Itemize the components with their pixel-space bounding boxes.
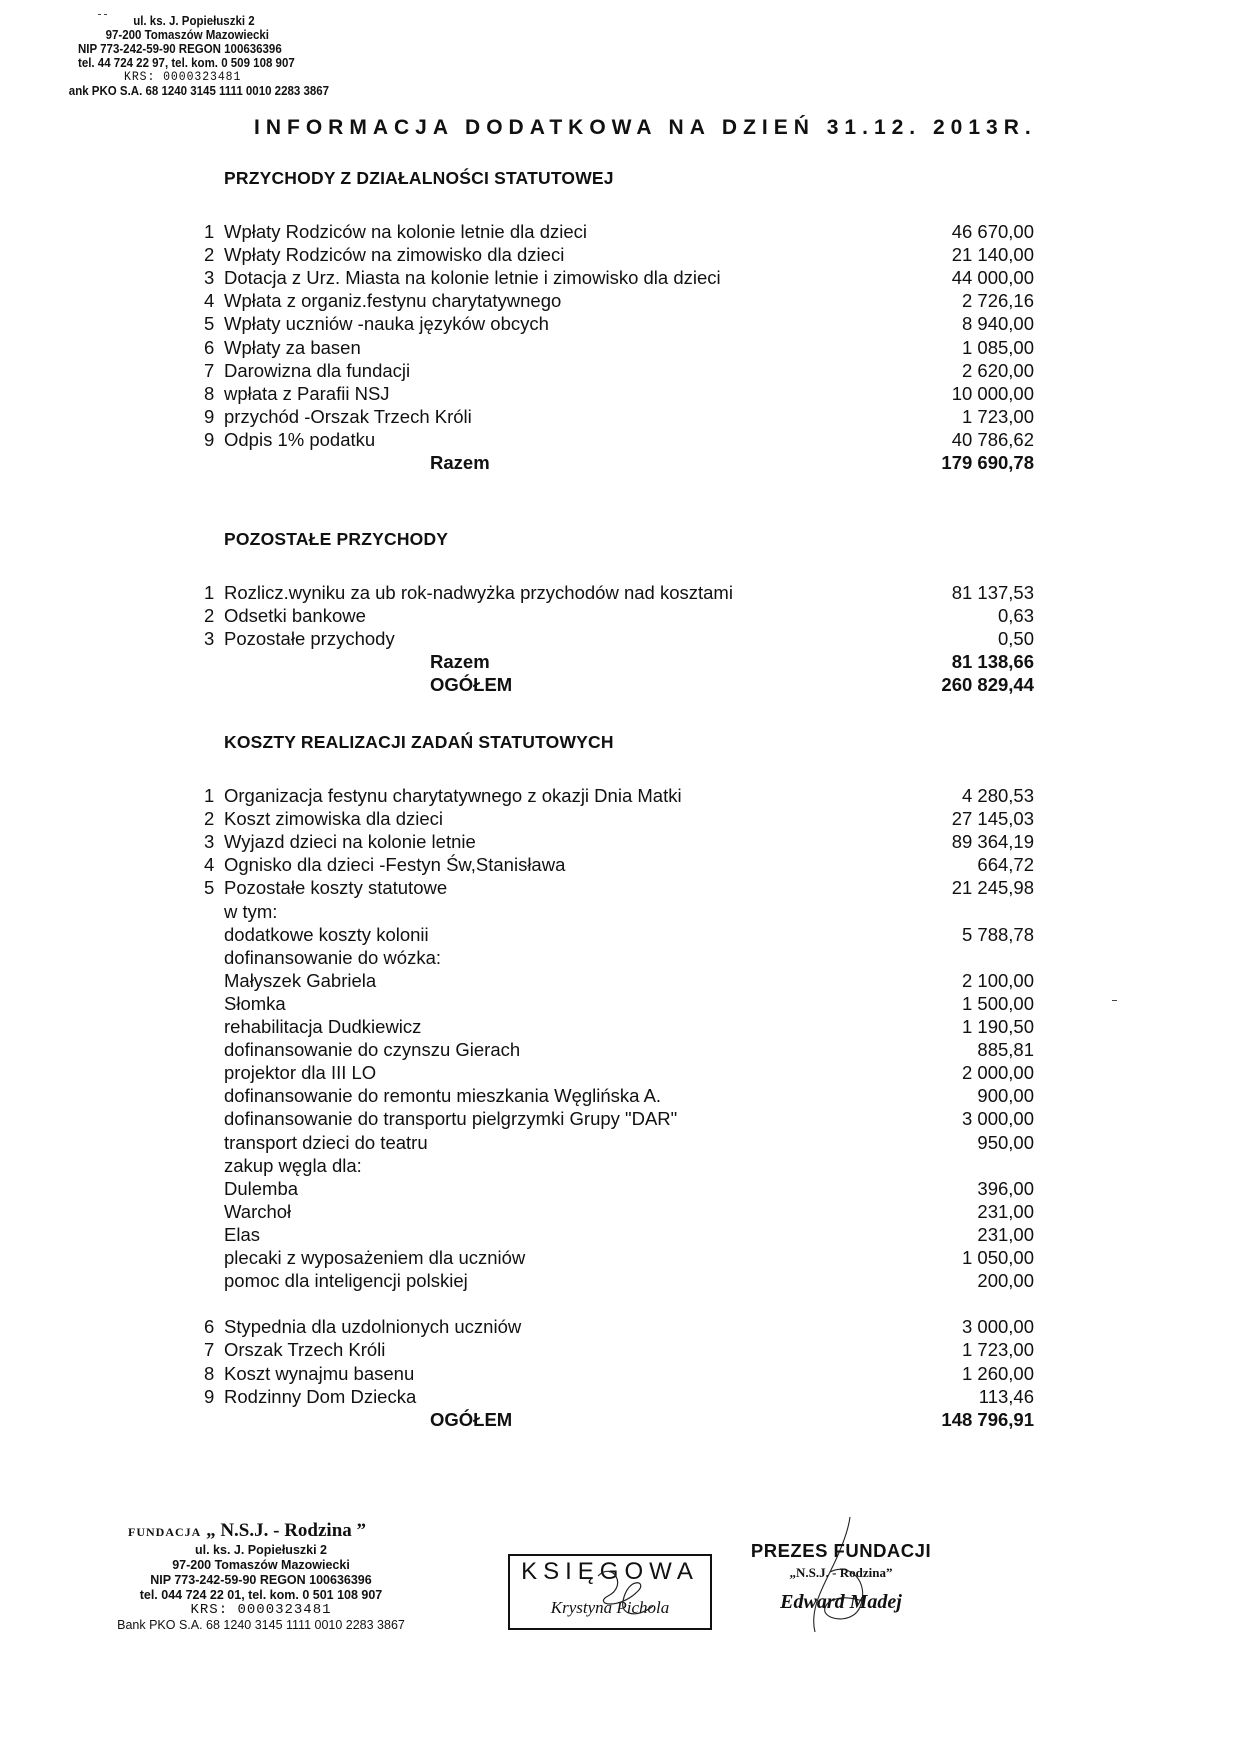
row-value: 1 723,00 — [961, 405, 1034, 427]
row-label: Wpłaty Rodziców na zimowisko dla dzieci — [224, 244, 565, 266]
row-number: 9 — [204, 1385, 215, 1407]
row-label: w tym: — [224, 900, 278, 922]
row-label: przychód -Orszak Trzech Króli — [224, 405, 472, 427]
row-value: 21 140,00 — [951, 244, 1034, 266]
row-number: 9 — [204, 405, 215, 427]
row-label: dofinansowanie do transportu pielgrzymki Grupy "DAR" — [224, 1108, 678, 1130]
accountant-signature — [568, 1556, 678, 1626]
row-label: Pozostałe przychody — [224, 628, 395, 650]
row-value: 3 000,00 — [961, 1108, 1034, 1130]
header-stamp-address: ul. ks. J. Popiełuszki 2 — [133, 14, 255, 28]
row-label: Wyjazd dzieci na kolonie letnie — [224, 831, 476, 853]
row-value: 21 245,98 — [951, 877, 1034, 899]
row-label: Razem — [430, 651, 490, 673]
row-number: 5 — [204, 877, 215, 899]
row-number: 7 — [204, 1339, 215, 1361]
table-row — [0, 875, 1236, 901]
row-value: 1 723,00 — [961, 1339, 1034, 1361]
row-value: 260 829,44 — [941, 674, 1034, 696]
row-number: 2 — [204, 605, 215, 627]
row-label: Ognisko dla dzieci -Festyn Św,Stanisława — [224, 854, 566, 876]
row-label: Wpłaty za basen — [224, 336, 361, 358]
header-stamp — [68, 14, 428, 98]
row-number: 2 — [204, 808, 215, 830]
row-number: 3 — [204, 267, 215, 289]
table-row — [0, 626, 1236, 652]
row-number: 9 — [204, 428, 215, 450]
row-label: Elas — [224, 1223, 260, 1245]
row-label: zakup węgla dla: — [224, 1154, 362, 1176]
table-row — [0, 829, 1236, 855]
row-value: 900,00 — [977, 1085, 1034, 1107]
row-label: Rozlicz.wyniku za ub rok-nadwyżka przychodów nad kosztami — [224, 582, 733, 603]
row-value: 81 138,66 — [951, 651, 1034, 673]
row-number: 4 — [204, 854, 215, 876]
table-row — [0, 1014, 1236, 1040]
row-value: 113,46 — [978, 1385, 1034, 1407]
row-label: OGÓŁEM — [430, 1408, 513, 1430]
table-row — [0, 806, 1236, 832]
row-label: Wpłaty uczniów -nauka języków obcych — [224, 313, 549, 335]
row-value: 396,00 — [977, 1177, 1034, 1199]
president-stamp — [736, 1540, 946, 1614]
document-title: INFORMACJA DODATKOWA NA DZIEŃ 31.12. 2013R. — [254, 116, 1037, 139]
row-value: 27 145,03 — [951, 808, 1034, 830]
row-number: 6 — [204, 1316, 215, 1338]
header-stamp-bank: ank PKO S.A. 68 1240 3145 1111 0010 2283 3867 — [68, 84, 330, 98]
accountant-stamp-title: KSIĘGOWA — [521, 1558, 699, 1585]
section-heading-statutory-income: PRZYCHODY Z DZIAŁALNOŚCI STATUTOWEJ — [224, 168, 614, 188]
row-number: 6 — [204, 336, 215, 358]
header-stamp-krs: KRS: 0000323481 — [124, 70, 242, 84]
row-value: 1 085,00 — [961, 336, 1034, 358]
row-value: 5 788,78 — [961, 923, 1034, 945]
row-label: wpłata z Parafii NSJ — [224, 382, 390, 404]
row-label: Organizacja festynu charytatywnego z okazji Dnia Matki — [224, 785, 682, 806]
footer-stamp-org-name: „ N.S.J. - Rodzina ” — [206, 1520, 367, 1541]
row-label: projektor dla III LO — [224, 1062, 377, 1084]
row-label: Dulemba — [224, 1177, 299, 1199]
accountant-stamp-name: Krystyna Pichola — [550, 1598, 670, 1617]
row-value: 8 940,00 — [961, 313, 1034, 335]
row-number: 8 — [204, 1362, 215, 1384]
row-label: plecaki z wyposażeniem dla uczniów — [224, 1247, 526, 1268]
table-row — [0, 404, 1236, 430]
president-stamp-title: PREZES FUNDACJI — [750, 1540, 932, 1561]
total-row — [0, 649, 1236, 675]
row-value: 0,63 — [997, 605, 1034, 627]
row-value: 664,72 — [977, 854, 1034, 876]
table-row — [0, 1384, 1236, 1410]
table-row — [0, 852, 1236, 878]
table-row — [0, 968, 1236, 994]
row-value: 200,00 — [977, 1270, 1034, 1292]
footer-stamp-nip-regon: NIP 773-242-59-90 REGON 100636396 — [150, 1573, 372, 1587]
row-value: 2 620,00 — [961, 359, 1034, 381]
footer-stamp-bank: Bank PKO S.A. 68 1240 3145 1111 0010 2283 3867 — [117, 1618, 405, 1632]
row-value: 179 690,78 — [941, 452, 1034, 473]
table-row — [0, 1314, 1236, 1340]
table-row — [0, 1037, 1236, 1063]
table-row — [0, 265, 1236, 291]
row-label: Orszak Trzech Króli — [224, 1339, 386, 1361]
header-stamp-city: 97-200 Tomaszów Mazowiecki — [105, 28, 270, 42]
table-row — [0, 1176, 1236, 1202]
row-value: 148 796,91 — [941, 1408, 1034, 1430]
footer-stamp — [96, 1520, 426, 1633]
table-row — [0, 1153, 1236, 1179]
row-value: 2 000,00 — [961, 1062, 1034, 1084]
row-number: 5 — [204, 313, 215, 335]
table-row — [0, 1222, 1236, 1248]
table-row — [0, 311, 1236, 337]
table-row — [0, 358, 1236, 384]
row-label: Koszt wynajmu basenu — [224, 1362, 415, 1384]
total-row — [0, 1407, 1236, 1433]
row-label: Małyszek Gabriela — [224, 969, 377, 991]
table-row — [0, 1361, 1236, 1387]
row-value: 231,00 — [977, 1200, 1034, 1222]
footer-stamp-org — [96, 1520, 426, 1543]
footer-stamp-org-prefix: FUNDACJA — [128, 1525, 202, 1539]
table-row — [0, 1083, 1236, 1109]
row-value: 46 670,00 — [951, 221, 1034, 242]
president-stamp-name: Edward Madej — [780, 1591, 902, 1613]
table-row — [0, 603, 1236, 629]
row-number: 7 — [204, 359, 215, 381]
table-row — [0, 219, 1236, 245]
table-row — [0, 1060, 1236, 1086]
table-row — [0, 1245, 1236, 1271]
scan-speck — [1112, 1000, 1117, 1001]
table-row — [0, 945, 1236, 971]
row-label: Koszt zimowiska dla dzieci — [224, 808, 443, 830]
row-value: 1 500,00 — [961, 992, 1034, 1014]
row-value: 1 190,50 — [961, 1016, 1034, 1037]
row-number: 1 — [204, 221, 215, 242]
table-row — [0, 991, 1236, 1017]
table-row — [0, 1106, 1236, 1132]
section-heading-costs: KOSZTY REALIZACJI ZADAŃ STATUTOWYCH — [224, 732, 614, 752]
footer-stamp-phone: tel. 044 724 22 01, tel. kom. 0 501 108 907 — [139, 1588, 383, 1602]
row-value: 44 000,00 — [951, 267, 1034, 289]
row-label: dofinansowanie do czynszu Gierach — [224, 1039, 521, 1061]
row-number: 3 — [204, 831, 215, 853]
table-row — [0, 783, 1236, 809]
row-label: Darowizna dla fundacji — [224, 359, 411, 381]
row-value: 2 100,00 — [961, 969, 1034, 991]
row-number: 1 — [204, 785, 215, 806]
table-row — [0, 427, 1236, 453]
row-value: 2 726,16 — [961, 290, 1034, 312]
table-row — [0, 1130, 1236, 1156]
table-row — [0, 899, 1236, 925]
row-value: 885,81 — [977, 1039, 1034, 1061]
row-value: 4 280,53 — [961, 785, 1034, 806]
row-label: dofinansowanie do remontu mieszkania Węglińska A. — [224, 1085, 662, 1107]
row-label: Pozostałe koszty statutowe — [224, 877, 448, 899]
section-heading-other-income: POZOSTAŁE PRZYCHODY — [224, 529, 449, 549]
table-row — [0, 922, 1236, 948]
row-label: rehabilitacja Dudkiewicz — [224, 1016, 422, 1037]
row-label: Razem — [430, 452, 490, 473]
row-label: transport dzieci do teatru — [224, 1131, 428, 1153]
row-label: Odsetki bankowe — [224, 605, 366, 627]
row-value: 1 050,00 — [961, 1247, 1034, 1268]
row-label: Warchoł — [224, 1200, 292, 1222]
row-label: Słomka — [224, 992, 286, 1014]
footer-stamp-address: ul. ks. J. Popiełuszki 2 — [195, 1543, 327, 1557]
table-row — [0, 288, 1236, 314]
row-value: 89 364,19 — [951, 831, 1034, 853]
table-row — [0, 1337, 1236, 1363]
row-label: OGÓŁEM — [430, 674, 513, 696]
table-row — [0, 242, 1236, 268]
row-value: 10 000,00 — [951, 382, 1034, 404]
footer-stamp-city: 97-200 Tomaszów Mazowiecki — [172, 1558, 350, 1572]
row-label: pomoc dla inteligencji polskiej — [224, 1270, 468, 1292]
row-value: 950,00 — [977, 1131, 1034, 1153]
row-label: dofinansowanie do wózka: — [224, 946, 442, 968]
row-number: 2 — [204, 244, 215, 266]
row-value: 0,50 — [997, 628, 1034, 650]
row-number: 4 — [204, 290, 215, 312]
header-stamp-phone: tel. 44 724 22 97, tel. kom. 0 509 108 907 — [78, 56, 295, 70]
total-row — [0, 672, 1236, 698]
row-value: 1 260,00 — [961, 1362, 1034, 1384]
row-label: Wpłata z organiz.festynu charytatywnego — [224, 290, 562, 312]
footer-stamp-krs: KRS: 0000323481 — [190, 1602, 332, 1618]
table-row — [0, 1268, 1236, 1294]
president-stamp-org: „N.S.J. - Rodzina” — [789, 1565, 893, 1580]
row-number: 3 — [204, 628, 215, 650]
row-value: 231,00 — [977, 1223, 1034, 1245]
table-row — [0, 1199, 1236, 1225]
row-value: 81 137,53 — [951, 582, 1034, 603]
table-row — [0, 381, 1236, 407]
row-label: Odpis 1% podatku — [224, 428, 376, 450]
header-stamp-nip-regon: NIP 773-242-59-90 REGON 100636396 — [78, 42, 282, 56]
row-number: 1 — [204, 582, 215, 603]
row-label: Stypednia dla uzdolnionych uczniów — [224, 1316, 522, 1338]
row-label: Wpłaty Rodziców na kolonie letnie dla dzieci — [224, 221, 587, 242]
table-row — [0, 580, 1236, 606]
row-label: Dotacja z Urz. Miasta na kolonie letnie i zimowisko dla dzieci — [224, 267, 721, 289]
row-label: dodatkowe koszty kolonii — [224, 923, 429, 945]
row-value: 40 786,62 — [951, 428, 1034, 450]
total-row — [0, 450, 1236, 476]
row-number: 8 — [204, 382, 215, 404]
row-value: 3 000,00 — [961, 1316, 1034, 1338]
table-row — [0, 335, 1236, 361]
row-label: Rodzinny Dom Dziecka — [224, 1385, 417, 1407]
